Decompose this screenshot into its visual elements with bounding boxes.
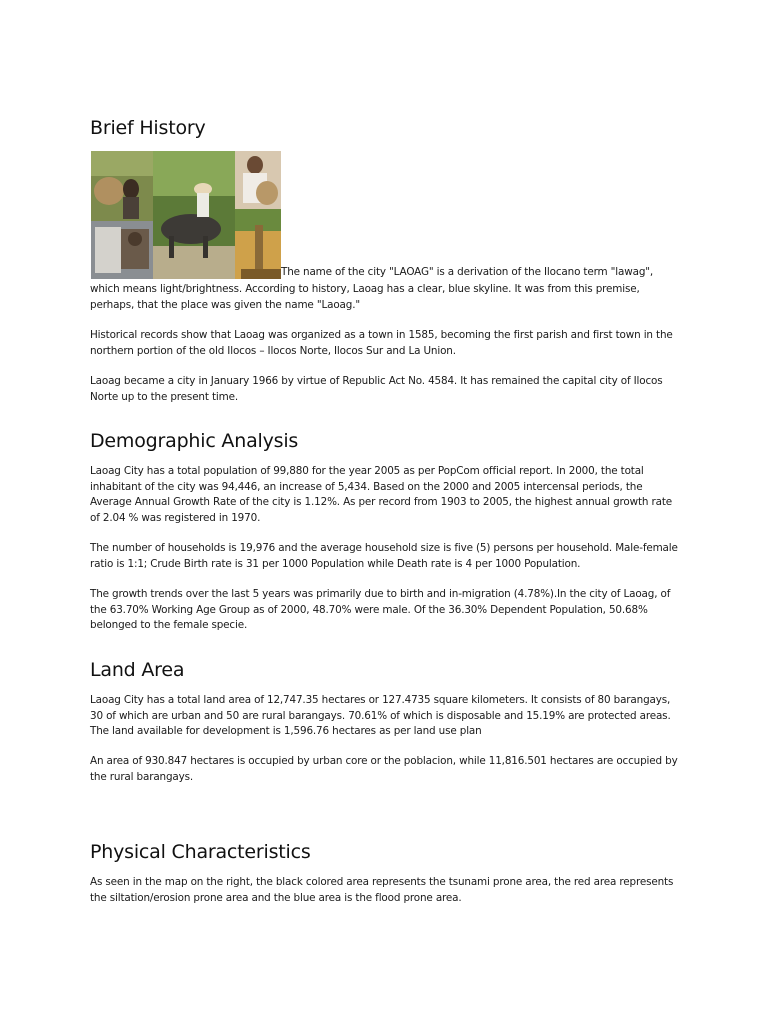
history-lead-rest: which means light/brightness. According to history, Laoag has a clear, blue skyline. It was from this premise, perhaps, that the place was given the name "Laoag." [90, 283, 640, 311]
land-paragraph-1: Laoag City has a total land area of 12,747.35 hectares or 127.4735 square kilometers. It consists of 80 barangays, 30 of which are urban and 50 are rural barangays. 70.61% of which is disposable and 15.19% are protected areas. The land available for development is 1,596.76 hectares as per land use plan [90, 694, 671, 738]
physical-paragraph-1: As seen in the map on the right, the black colored area represents the tsunami prone area, the red area represents the siltation/erosion prone area and the blue area is the flood prone area. [90, 876, 674, 904]
heading-physical-characteristics: Physical Characteristics [90, 841, 311, 863]
demographic-paragraph-1: Laoag City has a total population of 99,880 for the year 2005 as per PopCom official report. In 2000, the total inhabitant of the city was 94,446, an increase of 5,434. Based on the 2000 and 2005 intercensal periods, the Average Annual Growth Rate of the city is 1.12%. As per record from 1903 to 2005, the highest annual growth rate of 2.04 % was registered in 1970. [90, 465, 672, 524]
photo-collage [91, 151, 281, 279]
history-paragraph-2: Historical records show that Laoag was organized as a town in 1585, becoming the first parish and first town in the northern portion of the old Ilocos – Ilocos Norte, Ilocos Sur and La Union. [90, 329, 673, 357]
heading-land-area: Land Area [90, 659, 185, 681]
history-lead-first-line: The name of the city "LAOAG" is a derivation of the Ilocano term "lawag", [281, 266, 654, 278]
demographic-paragraph-3: The growth trends over the last 5 years was primarily due to birth and in-migration (4.78%).In the city of Laoag, of the 63.70% Working Age Group as of 2000, 48.70% were male. Of the 36.30% Dependent Population, 50.68% belonged to the female specie. [90, 588, 671, 632]
photo-collage-image [91, 151, 281, 279]
demographic-paragraph-2: The number of households is 19,976 and the average household size is five (5) persons per household. Male-female ratio is 1:1; Crude Birth rate is 31 per 1000 Population while Death rate is 4 per 1000 Population. [90, 542, 678, 570]
heading-brief-history: Brief History [90, 117, 206, 139]
heading-demographic-analysis: Demographic Analysis [90, 430, 299, 452]
history-paragraph-3: Laoag became a city in January 1966 by virtue of Republic Act No. 4584. It has remained the capital city of Ilocos Norte up to the present time. [90, 375, 663, 403]
land-paragraph-2: An area of 930.847 hectares is occupied by urban core or the poblacion, while 11,816.501 hectares are occupied by the rural barangays. [90, 755, 678, 783]
